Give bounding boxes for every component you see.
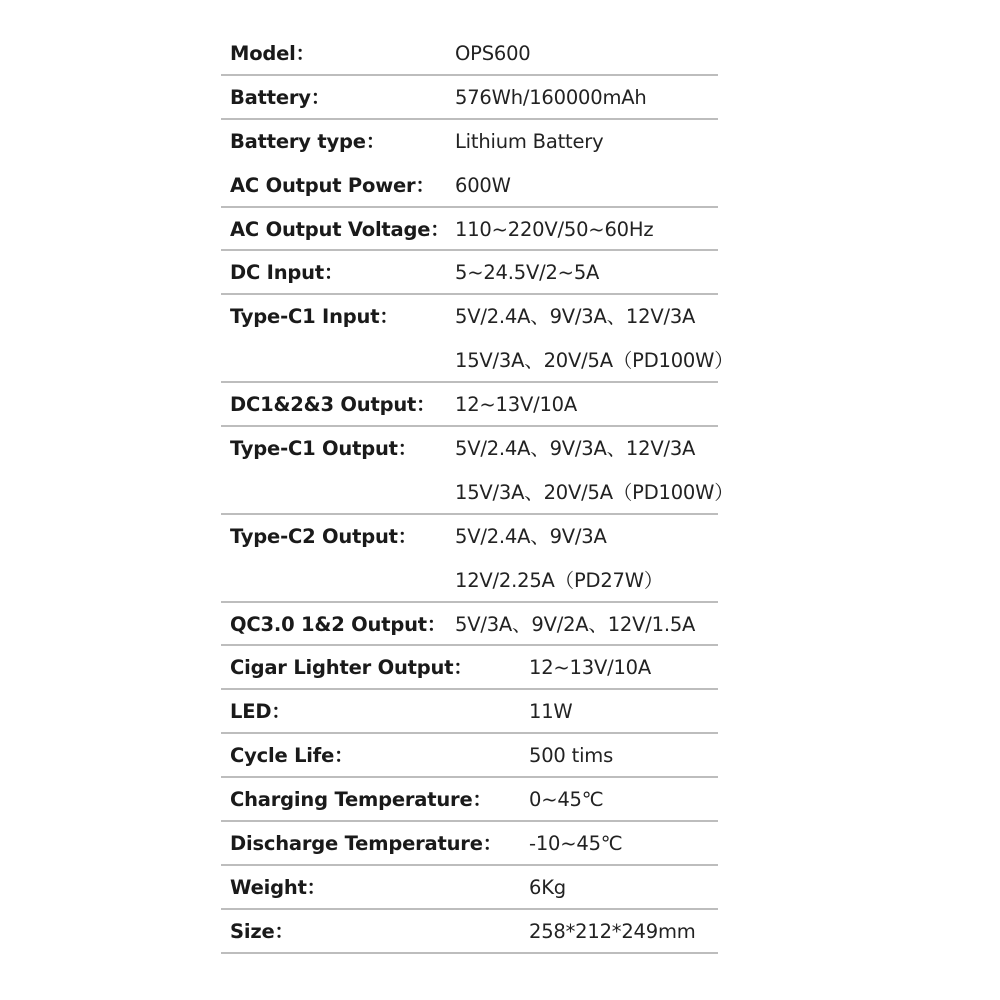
spec-value: 5V/2.4A、9V/3A、12V/3A — [455, 437, 696, 461]
spec-row-type-c1-output-cont — [221, 471, 734, 515]
spec-row-cigar-lighter-output — [221, 646, 718, 690]
spec-row-size — [221, 910, 718, 954]
spec-value: 11W — [529, 700, 573, 724]
spec-value: Lithium Battery — [455, 129, 604, 153]
spec-row-dc-input — [221, 251, 718, 295]
spec-label: Battery type： — [230, 129, 386, 153]
spec-label: Charging Temperature： — [230, 788, 492, 812]
spec-value: 15V/3A、20V/5A（PD100W） — [455, 480, 734, 504]
spec-label: Battery： — [230, 85, 331, 109]
spec-value: 600W — [455, 173, 511, 197]
spec-label: Weight： — [230, 875, 326, 899]
spec-label: Type-C1 Output： — [230, 437, 418, 461]
spec-label: Size： — [230, 919, 294, 943]
spec-value: 12~13V/10A — [529, 656, 652, 680]
spec-label: Type-C1 Input： — [230, 305, 399, 329]
spec-label: Cigar Lighter Output： — [230, 656, 473, 680]
spec-row-led — [221, 690, 718, 734]
spec-value: 12~13V/10A — [455, 393, 578, 417]
spec-row-dc-output — [221, 383, 718, 427]
spec-row-weight — [221, 866, 718, 910]
spec-row-battery — [221, 76, 718, 120]
spec-value: 5~24.5V/2~5A — [455, 261, 600, 285]
spec-row-charging-temperature — [221, 778, 718, 822]
spec-label: DC Input： — [230, 261, 344, 285]
spec-value: 12V/2.25A（PD27W） — [455, 568, 664, 592]
spec-label: AC Output Voltage： — [230, 217, 450, 241]
spec-row-qc-output — [221, 603, 718, 647]
spec-row-discharge-temperature — [221, 822, 718, 866]
spec-row-ac-output-power — [221, 164, 718, 208]
spec-row-ac-output-voltage — [221, 208, 718, 252]
spec-value: 5V/2.4A、9V/3A — [455, 524, 607, 548]
spec-row-type-c1-input — [221, 295, 718, 339]
spec-row-type-c2-output-cont — [221, 559, 718, 603]
spec-row-type-c1-output — [221, 427, 718, 471]
spec-label: LED： — [230, 700, 291, 724]
spec-row-type-c2-output — [221, 515, 718, 559]
spec-value: -10~45℃ — [529, 832, 623, 856]
spec-row-type-c1-input-cont — [221, 339, 734, 383]
spec-row-battery-type — [221, 120, 718, 164]
spec-value: 500 tims — [529, 744, 614, 768]
spec-value: 576Wh/160000mAh — [455, 85, 647, 109]
spec-value: 15V/3A、20V/5A（PD100W） — [455, 349, 734, 373]
spec-label: Model： — [230, 42, 315, 65]
spec-value: 5V/3A、9V/2A、12V/1.5A — [455, 612, 696, 636]
spec-label: QC3.0 1&2 Output： — [230, 612, 447, 636]
spec-label: Type-C2 Output： — [230, 524, 418, 548]
spec-label: DC1&2&3 Output： — [230, 393, 436, 417]
spec-value: 110~220V/50~60Hz — [455, 217, 654, 241]
spec-label: AC Output Power： — [230, 173, 435, 197]
spec-label: Cycle Life： — [230, 744, 354, 768]
spec-row-cycle-life — [221, 734, 718, 778]
spec-value: 5V/2.4A、9V/3A、12V/3A — [455, 305, 696, 329]
spec-value: OPS600 — [455, 42, 531, 65]
spec-value: 6Kg — [529, 875, 566, 899]
spec-value: 258*212*249mm — [529, 919, 696, 943]
spec-row-model — [221, 32, 718, 76]
spec-table — [221, 32, 734, 954]
spec-label: Discharge Temperature： — [230, 832, 503, 856]
spec-value: 0~45℃ — [529, 788, 604, 812]
